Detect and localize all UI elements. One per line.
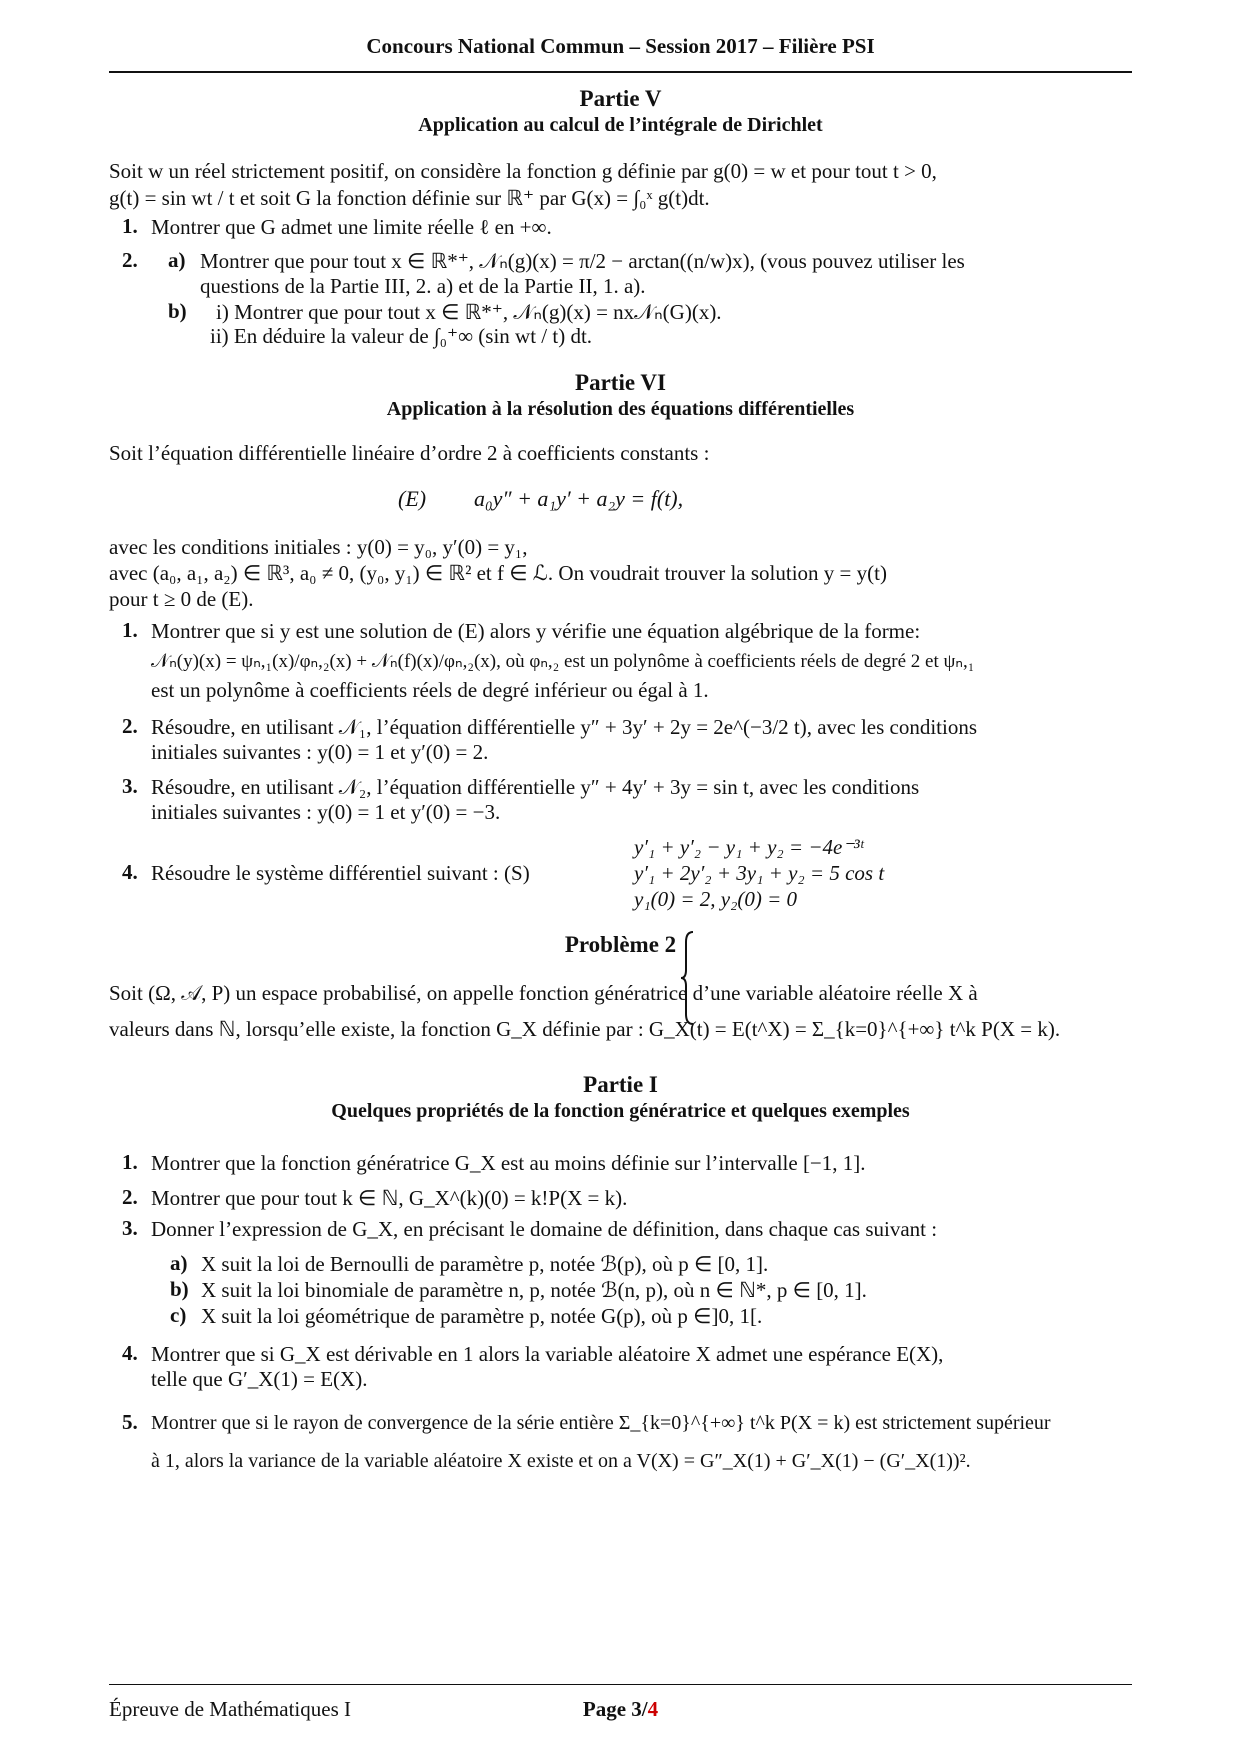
partVI-q1-line3: est un polynôme à coefficients réels de degré inférieur ou égal à 1. — [151, 678, 709, 702]
partV-intro-line1: Soit w un réel strictement positif, on considère la fonction g définie par g(0) = w et pour tout t > 0, — [109, 159, 937, 183]
footer-page-number — [109, 1697, 1132, 1722]
exam-header — [109, 34, 1132, 73]
partV-q2b-ii: ii) En déduire la valeur de ∫₀⁺∞ (sin wt / t) dt. — [210, 324, 593, 348]
partVI-q2-line1: Résoudre, en utilisant 𝒩₁, l’équation différentielle y″ + 3y′ + 2y = 2e^(−3/2 t), avec les conditions — [151, 715, 978, 739]
footer-page-label: Page 3/ — [582, 1697, 648, 1721]
partVI-q1-number: 1. — [122, 618, 138, 642]
partI-q3a-label: a) — [170, 1251, 188, 1275]
partV-q1-text: Montrer que G admet une limite réelle ℓ en +∞. — [151, 215, 552, 239]
partI-q5-line1: Montrer que si le rayon de convergence de la série entière Σ_{k=0}^{+∞} t^k P(X = k) est strictement supérieur — [151, 1412, 1051, 1434]
partV-subtitle: Application au calcul de l’intégrale de Dirichlet — [418, 114, 823, 136]
partVI-cond-line3: pour t ≥ 0 de (E). — [109, 587, 254, 611]
partI-subtitle: Quelques propriétés de la fonction génératrice et quelques exemples — [331, 1100, 910, 1122]
partVI-q2-line2: initiales suivantes : y(0) = 1 et y′(0) = 2. — [151, 740, 489, 764]
partV-title: Partie V — [579, 86, 662, 111]
partVI-cond-line2: avec (a₀, a₁, a₂) ∈ ℝ³, a₀ ≠ 0, (y₀, y₁) ∈ ℝ² et f ∈ ℒ. On voudrait trouver la solution y = y(t) — [109, 561, 887, 585]
probleme2-line1: Soit (Ω, 𝒜, P) un espace probabilisé, on appelle fonction génératrice d’une variable aléatoire réelle X à — [109, 981, 978, 1005]
partVI-q2-number: 2. — [122, 714, 138, 738]
partI-q3b-text: X suit la loi binomiale de paramètre n, p, notée ℬ(n, p), où n ∈ ℕ*, p ∈ [0, 1]. — [201, 1278, 867, 1302]
partVI-q3-line2: initiales suivantes : y(0) = 1 et y′(0) = −3. — [151, 800, 501, 824]
partVI-q1-line1: Montrer que si y est une solution de (E) alors y vérifie une équation algébrique de la forme: — [151, 619, 921, 643]
partVI-subtitle: Application à la résolution des équations différentielles — [386, 398, 855, 420]
header-title: Concours National Commun – Session 2017 – Filière PSI — [366, 34, 875, 58]
partVI-cond-line1: avec les conditions initiales : y(0) = y₀, y′(0) = y₁, — [109, 535, 528, 559]
partI-q4-number: 4. — [122, 1341, 138, 1365]
system-eq3: y₁(0) = 2, y₂(0) = 0 — [634, 887, 798, 911]
partI-q1-text: Montrer que la fonction génératrice G_X est au moins définie sur l’intervalle [−1, 1]. — [151, 1151, 866, 1175]
probleme2-line2: valeurs dans ℕ, lorsqu’elle existe, la fonction G_X définie par : G_X(t) = E(t^X) = Σ_{k=0}^{+∞} t^k P(X = k). — [109, 1017, 1061, 1041]
partI-q2-number: 2. — [122, 1185, 138, 1209]
partV-q2b-label: b) — [168, 299, 187, 323]
partV-intro-line2: g(t) = sin wt / t et soit G la fonction définie sur ℝ⁺ par G(x) = ∫₀ˣ g(t)dt. — [109, 186, 710, 210]
partI-q3a-text: X suit la loi de Bernoulli de paramètre p, notée ℬ(p), où p ∈ [0, 1]. — [201, 1252, 769, 1276]
equation-label: (E) — [398, 486, 427, 511]
partV-q2b-i: i) Montrer que pour tout x ∈ ℝ*⁺, 𝒩ₙ(g)(x) = nx𝒩ₙ(G)(x). — [216, 300, 722, 324]
partI-q3-number: 3. — [122, 1216, 138, 1240]
equation-E: a₀y″ + a₁y′ + a₂y = f(t), — [474, 486, 684, 511]
exam-footer — [109, 1684, 1132, 1725]
partV-q2a-line2: questions de la Partie III, 2. a) et de la Partie II, 1. a). — [200, 274, 646, 298]
partVI-q3-line1: Résoudre, en utilisant 𝒩₂, l’équation différentielle y″ + 4y′ + 3y = sin t, avec les conditions — [151, 775, 920, 799]
partVI-title: Partie VI — [575, 370, 666, 395]
footer-exam-name: Épreuve de Mathématiques I — [109, 1697, 351, 1721]
partI-q5-line2: à 1, alors la variance de la variable aléatoire X existe et on a V(X) = G″_X(1) + G′_X(1) − (G′_X(1))². — [151, 1450, 971, 1472]
partVI-intro: Soit l’équation différentielle linéaire d’ordre 2 à coefficients constants : — [109, 441, 710, 465]
partI-q3b-label: b) — [170, 1277, 189, 1301]
partI-q2-text: Montrer que pour tout k ∈ ℕ, G_X^(k)(0) = k!P(X = k). — [151, 1186, 628, 1210]
partI-q3-text: Donner l’expression de G_X, en précisant le domaine de définition, dans chaque cas suivant : — [151, 1217, 938, 1241]
partV-q2a-line1: Montrer que pour tout x ∈ ℝ*⁺, 𝒩ₙ(g)(x) = π/2 − arctan((n/w)x), (vous pouvez utiliser les — [200, 249, 965, 273]
partV-q1-number: 1. — [122, 214, 138, 238]
partI-q1-number: 1. — [122, 1150, 138, 1174]
probleme2-title: Problème 2 — [564, 932, 677, 957]
system-eq1: y′₁ + y′₂ − y₁ + y₂ = −4e⁻³ᵗ — [634, 835, 864, 859]
footer-page-total: 4 — [647, 1697, 659, 1721]
partV-q2a-label: a) — [168, 248, 186, 272]
partI-q4-line2: telle que G′_X(1) = E(X). — [151, 1367, 368, 1391]
partVI-q4-text: Résoudre le système différentiel suivant : (S) — [151, 861, 530, 885]
partV-q2-number: 2. — [122, 248, 138, 272]
partI-q3c-label: c) — [170, 1303, 187, 1327]
partI-q4-line1: Montrer que si G_X est dérivable en 1 alors la variable aléatoire X admet une espérance E(X), — [151, 1342, 944, 1366]
partI-q3c-text: X suit la loi géométrique de paramètre p, notée G(p), où p ∈]0, 1[. — [201, 1304, 763, 1328]
partVI-q3-number: 3. — [122, 774, 138, 798]
partVI-q4-number: 4. — [122, 860, 138, 884]
system-eq2: y′₁ + 2y′₂ + 3y₁ + y₂ = 5 cos t — [634, 861, 885, 885]
partI-q5-number: 5. — [122, 1410, 138, 1434]
partI-title: Partie I — [583, 1072, 658, 1097]
partVI-q1-line2: 𝒩ₙ(y)(x) = ψₙ,₁(x)/φₙ,₂(x) + 𝒩ₙ(f)(x)/φₙ,₂(x), où φₙ,₂ est un polynôme à coefficients réels de degré 2 et ψₙ,₁ — [151, 651, 975, 672]
